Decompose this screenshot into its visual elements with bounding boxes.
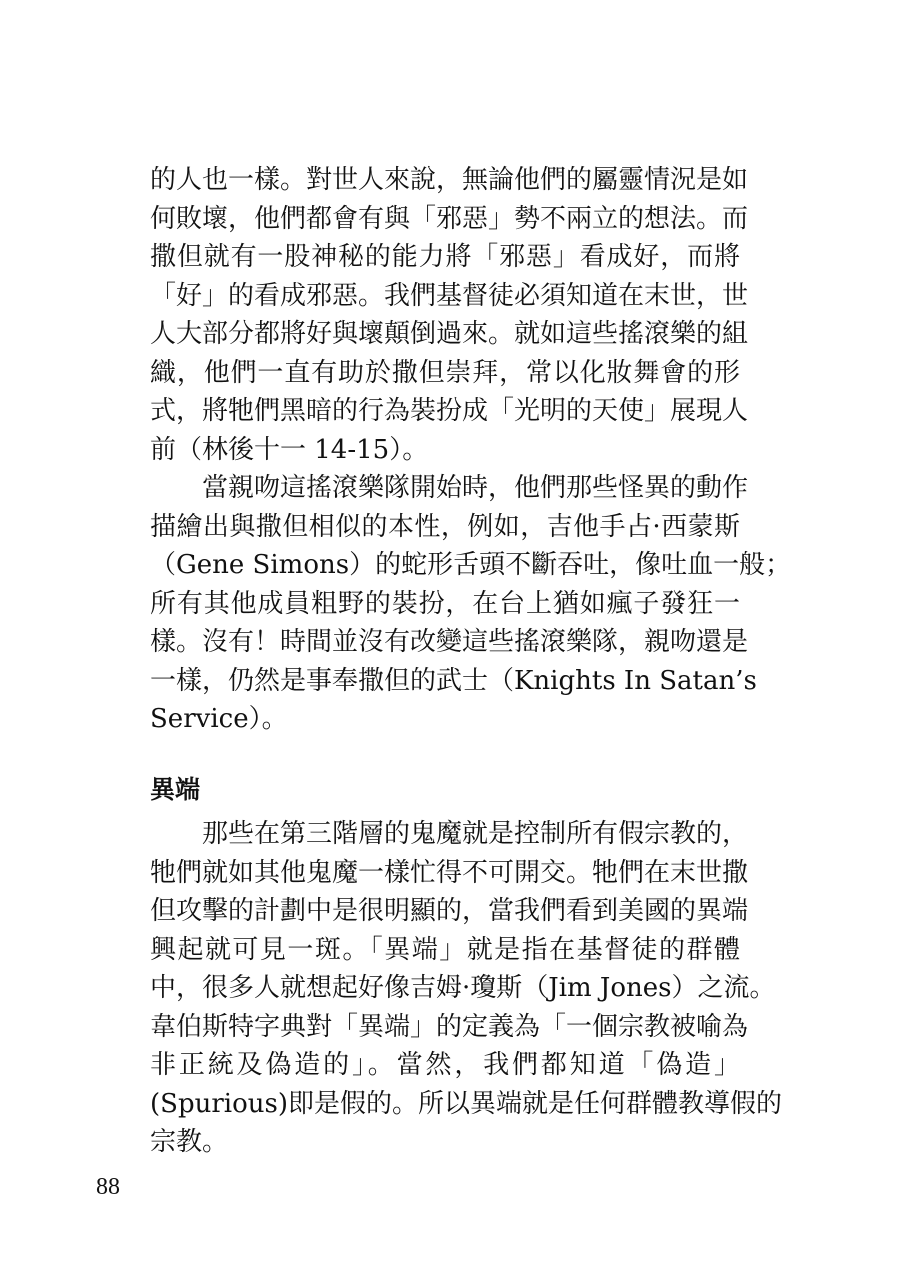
text-line: (Spurious)即是假的。所以異端就是任何群體教導假的 xyxy=(150,1088,782,1119)
text-line: 織，他們一直有助於撒但崇拜，常以化妝舞會的形 xyxy=(150,357,740,388)
text-line: 韋伯斯特字典對「異端」的定義為「一個宗教被喻為 xyxy=(150,1011,749,1042)
paragraph-3 xyxy=(150,815,782,1162)
text-line: 撒但就有一股神秘的能力將「邪惡」看成好，而將 xyxy=(150,242,740,272)
text-line: 前（林後十一 14-15）。 xyxy=(150,434,429,465)
text-line: 但攻擊的計劃中是很明顯的，當我們看到美國的異端 xyxy=(150,896,749,926)
paragraph-2 xyxy=(150,469,792,739)
text-line: 樣。沒有！時間並沒有改變這些搖滾樂隊，親吻還是 xyxy=(150,627,749,657)
text-line: 人大部分都將好與壞顛倒過來。就如這些搖滾樂的組 xyxy=(150,319,749,349)
text-line: 一樣，仍然是事奉撒但的武士（Knights In Satan’s xyxy=(150,665,757,696)
page-number: 88 xyxy=(96,1174,120,1200)
text-line: 宗教。 xyxy=(150,1127,229,1157)
section-heading: 異端 xyxy=(150,775,201,804)
text-line: 中，很多人就想起好像吉姆·瓊斯（Jim Jones）之流。 xyxy=(150,973,776,1003)
text-line: 的人也一樣。對世人來說，無論他們的屬靈情況是如 xyxy=(150,165,749,195)
text-line: 「好」的看成邪惡。我們基督徒必須知道在末世，世 xyxy=(150,280,749,311)
text-line: 所有其他成員粗野的裝扮，在台上猶如瘋子發狂一 xyxy=(150,588,740,619)
text-line: 興起就可見一斑。「異端」就是指在基督徒的群體 xyxy=(150,934,740,965)
text-line: （Gene Simons）的蛇形舌頭不斷吞吐，像吐血一般； xyxy=(150,550,792,580)
text-line: 牠們就如其他鬼魔一樣忙得不可開交。牠們在末世撒 xyxy=(150,857,749,888)
text-line: 當親吻這搖滾樂隊開始時，他們那些怪異的動作 xyxy=(150,473,749,503)
text-line: 何敗壞，他們都會有與「邪惡」勢不兩立的想法。而 xyxy=(150,203,749,234)
text-line: 那些在第三階層的鬼魔就是控制所有假宗教的， xyxy=(150,819,749,849)
text-line: Service）。 xyxy=(150,704,288,734)
text-line: 式，將牠們黑暗的行為裝扮成「光明的天使」展現人 xyxy=(150,396,749,426)
paragraph-1 xyxy=(150,161,749,469)
text-line: 非正統及偽造的」。當然，我們都知道「偽造」 xyxy=(150,1050,740,1080)
text-line: 描繪出與撒但相似的本性，例如，吉他手占·西蒙斯 xyxy=(150,511,740,542)
